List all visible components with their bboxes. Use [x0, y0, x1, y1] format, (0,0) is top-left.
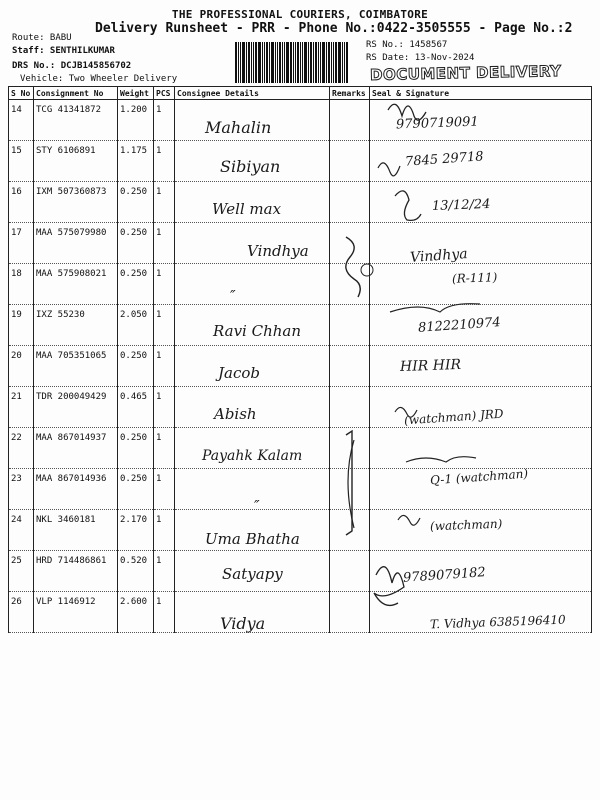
barcode-bar — [271, 42, 274, 83]
cell-sno: 14 — [9, 100, 34, 141]
cell-remarks — [330, 223, 370, 264]
cell-sno: 18 — [9, 264, 34, 305]
consignee-handwriting: Jacob — [218, 364, 260, 382]
barcode-bar — [338, 42, 341, 83]
cell-consignee — [175, 469, 330, 510]
barcode-bar — [240, 42, 241, 83]
cell-sno: 24 — [9, 510, 34, 551]
barcode-bar — [313, 42, 314, 83]
col-header-consignee: Consignee Details — [175, 87, 330, 100]
cell-pcs: 1 — [154, 510, 175, 551]
signature-handwriting: 7845 29718 — [404, 149, 485, 170]
rs-number: RS No.: 1458567 — [366, 40, 448, 50]
cell-weight: 0.250 — [118, 264, 154, 305]
barcode-bar — [290, 42, 292, 83]
barcode-bar — [320, 42, 321, 83]
cell-remarks — [330, 346, 370, 387]
consignee-handwriting: Satyapy — [222, 565, 283, 583]
cell-consignment: VLP 1146912 — [34, 592, 118, 633]
barcode-image — [235, 42, 361, 83]
consignee-handwriting: Well max — [212, 200, 282, 218]
col-header-consignment: Consignment No — [34, 87, 118, 100]
signature-handwriting: T. Vidhya 6385196410 — [429, 612, 566, 632]
consignee-handwriting: Payahk Kalam — [202, 448, 303, 464]
cell-weight: 2.600 — [118, 592, 154, 633]
cell-sno: 21 — [9, 387, 34, 428]
consignee-handwriting: ″ — [254, 497, 260, 515]
barcode-bar — [344, 42, 345, 83]
cell-consignment: STY 6106891 — [34, 141, 118, 182]
barcode-bar — [235, 42, 237, 83]
cell-remarks — [330, 387, 370, 428]
barcode-bar — [251, 42, 252, 83]
cell-remarks — [330, 469, 370, 510]
cell-pcs: 1 — [154, 592, 175, 633]
cell-consignment: IXZ 55230 — [34, 305, 118, 346]
cell-signature — [370, 428, 592, 469]
cell-consignment: MAA 867014937 — [34, 428, 118, 469]
col-header-weight: Weight — [118, 87, 154, 100]
cell-sno: 19 — [9, 305, 34, 346]
cell-signature — [370, 223, 592, 264]
cell-consignment: HRD 714486861 — [34, 551, 118, 592]
cell-consignee — [175, 264, 330, 305]
cell-remarks — [330, 305, 370, 346]
signature-handwriting: HIR HIR — [399, 356, 462, 376]
document-delivery-stamp: DOCUMENT DELIVERY — [369, 61, 562, 85]
cell-remarks — [330, 100, 370, 141]
barcode-bar — [253, 42, 254, 83]
barcode-bar — [266, 42, 268, 83]
table-row — [9, 182, 592, 223]
barcode-bar — [302, 42, 303, 83]
cell-consignment: MAA 575079980 — [34, 223, 118, 264]
table-row — [9, 264, 592, 305]
barcode-bar — [331, 42, 332, 83]
barcode-bar — [322, 42, 325, 83]
barcode-bar — [308, 42, 309, 83]
cell-pcs: 1 — [154, 223, 175, 264]
cell-sno: 25 — [9, 551, 34, 592]
barcode-bar — [315, 42, 317, 83]
cell-sno: 15 — [9, 141, 34, 182]
cell-consignment: MAA 705351065 — [34, 346, 118, 387]
cell-consignment: MAA 867014936 — [34, 469, 118, 510]
barcode-bar — [328, 42, 330, 83]
cell-remarks — [330, 141, 370, 182]
cell-consignment: IXM 507360873 — [34, 182, 118, 223]
col-header-pcs: PCS — [154, 87, 175, 100]
consignee-handwriting: Mahalin — [205, 118, 272, 137]
barcode-bar — [255, 42, 257, 83]
cell-pcs: 1 — [154, 346, 175, 387]
barcode-bar — [238, 42, 239, 83]
cell-consignment: TCG 41341872 — [34, 100, 118, 141]
cell-pcs: 1 — [154, 469, 175, 510]
cell-pcs: 1 — [154, 182, 175, 223]
consignee-handwriting: Vidya — [220, 614, 266, 633]
signature-handwriting: 8122210974 — [417, 315, 502, 336]
cell-remarks — [330, 264, 370, 305]
consignee-handwriting: Uma Bhatha — [205, 530, 300, 548]
consignee-handwriting: Abish — [214, 405, 257, 423]
signature-handwriting: Vindhya — [409, 246, 469, 266]
runsheet-title: Delivery Runsheet - PRR - Phone No.:0422-3505555 - Page No.:2 — [95, 21, 573, 36]
table-header-row — [9, 87, 592, 100]
cell-weight: 2.170 — [118, 510, 154, 551]
barcode-bar — [284, 42, 285, 83]
signature-handwriting: (watchman) — [429, 516, 503, 534]
barcode-bar — [279, 42, 281, 83]
cell-consignment: TDR 200049429 — [34, 387, 118, 428]
drs-number: DRS No.: DCJB145856702 — [12, 61, 132, 71]
cell-consignment: MAA 575908021 — [34, 264, 118, 305]
cell-pcs: 1 — [154, 305, 175, 346]
vehicle-label: Vehicle: Two Wheeler Delivery — [20, 74, 178, 84]
cell-sno: 20 — [9, 346, 34, 387]
col-header-sno: S No — [9, 87, 34, 100]
cell-weight: 0.520 — [118, 551, 154, 592]
cell-remarks — [330, 592, 370, 633]
table-row — [9, 141, 592, 182]
barcode-bar — [248, 42, 250, 83]
cell-remarks — [330, 182, 370, 223]
barcode-bar — [335, 42, 337, 83]
cell-weight: 0.465 — [118, 387, 154, 428]
cell-sno: 23 — [9, 469, 34, 510]
cell-weight: 0.250 — [118, 346, 154, 387]
signature-handwriting: Q-1 (watchman) — [429, 466, 529, 488]
col-header-signature: Seal & Signature — [370, 87, 592, 100]
cell-remarks — [330, 510, 370, 551]
cell-pcs: 1 — [154, 387, 175, 428]
cell-sno: 17 — [9, 223, 34, 264]
cell-weight: 0.250 — [118, 428, 154, 469]
cell-remarks — [330, 428, 370, 469]
cell-weight: 2.050 — [118, 305, 154, 346]
table-row — [9, 510, 592, 551]
barcode-bar — [262, 42, 263, 83]
barcode-bar — [300, 42, 301, 83]
barcode-bar — [269, 42, 270, 83]
barcode-bar — [258, 42, 261, 83]
cell-pcs: 1 — [154, 551, 175, 592]
table-row — [9, 100, 592, 141]
delivery-table — [8, 86, 592, 633]
col-header-remarks: Remarks — [330, 87, 370, 100]
consignee-handwriting: Sibiyan — [220, 157, 281, 176]
table-row — [9, 346, 592, 387]
barcode-bar — [310, 42, 312, 83]
barcode-bar — [304, 42, 307, 83]
signature-handwriting: 9789079182 — [402, 565, 487, 586]
cell-remarks — [330, 551, 370, 592]
cell-pcs: 1 — [154, 264, 175, 305]
barcode-bar — [342, 42, 343, 83]
barcode-bar — [264, 42, 265, 83]
barcode-bar — [346, 42, 348, 83]
consignee-handwriting: Ravi Chhan — [213, 322, 302, 340]
barcode-bar — [242, 42, 245, 83]
cell-pcs: 1 — [154, 141, 175, 182]
barcode-bar — [286, 42, 289, 83]
cell-weight: 0.250 — [118, 223, 154, 264]
barcode-bar — [282, 42, 283, 83]
consignee-handwriting: Vindhya — [247, 242, 309, 260]
staff-label: Staff: SENTHILKUMAR — [12, 46, 115, 56]
cell-sno: 22 — [9, 428, 34, 469]
table-row — [9, 387, 592, 428]
barcode-bar — [318, 42, 319, 83]
signature-handwriting: 13/12/24 — [431, 196, 491, 215]
cell-pcs: 1 — [154, 100, 175, 141]
signature-handwriting: (watchman) JRD — [403, 406, 504, 428]
barcode-bar — [297, 42, 299, 83]
barcode-bar — [275, 42, 276, 83]
cell-weight: 1.200 — [118, 100, 154, 141]
consignee-handwriting: ″ — [230, 287, 236, 305]
barcode-bar — [295, 42, 296, 83]
rs-date: RS Date: 13-Nov-2024 — [366, 53, 475, 63]
cell-weight: 1.175 — [118, 141, 154, 182]
company-name: THE PROFESSIONAL COURIERS, COIMBATORE — [171, 8, 429, 21]
barcode-bar — [293, 42, 294, 83]
barcode-bar — [326, 42, 327, 83]
cell-sno: 26 — [9, 592, 34, 633]
cell-weight: 0.250 — [118, 182, 154, 223]
signature-handwriting: (R-111) — [451, 270, 498, 286]
barcode-bar — [246, 42, 247, 83]
cell-pcs: 1 — [154, 428, 175, 469]
cell-sno: 16 — [9, 182, 34, 223]
table-row — [9, 551, 592, 592]
barcode-bar — [333, 42, 334, 83]
cell-weight: 0.250 — [118, 469, 154, 510]
cell-consignment: NKL 3460181 — [34, 510, 118, 551]
barcode-bar — [277, 42, 278, 83]
route-label: Route: BABU — [12, 33, 72, 43]
signature-handwriting: 9790719091 — [395, 114, 479, 133]
